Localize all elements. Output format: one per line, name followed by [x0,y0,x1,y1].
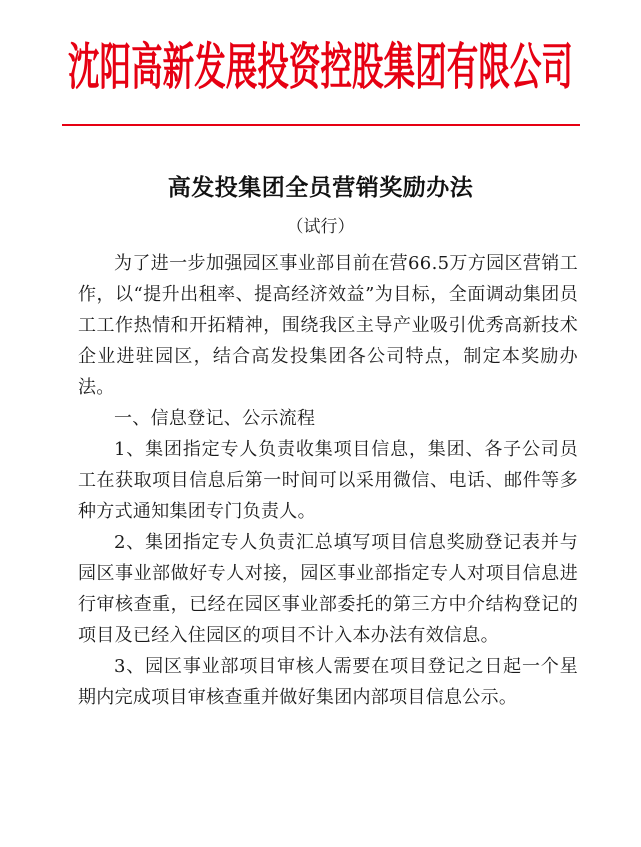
document-body [78,248,578,713]
paragraph-item-3: 3、园区事业部项目审核人需要在项目登记之日起一个星期内完成项目审核查重并做好集团内部项目信息公示。 [78,656,578,708]
paragraph-item-2: 2、集团指定专人负责汇总填写项目信息奖励登记表并与园区事业部做好专人对接，园区事业部指定专人对项目信息进行审核查重，已经在园区事业部委托的第三方中介结构登记的项目及已经入住园区的项目不计入本办法有效信息。 [78,532,578,646]
letterhead-divider [62,124,580,126]
paragraph-intro: 为了进一步加强园区事业部目前在营66.5万方园区营销工作，以“提升出租率、提高经济效益”为目标，全面调动集团员工工作热情和开拓精神，围绕我区主导产业吸引优秀高新技术企业进驻园区，结合高发投集团各公司特点，制定本奖励办法。 [78,253,578,398]
document-subtitle: （试行） [286,217,355,237]
document-title: 高发投集团全员营销奖励办法 [167,175,474,201]
section-heading-1: 一、信息登记、公示流程 [114,408,316,429]
letterhead [0,26,641,102]
letterhead-company-name: 沈阳高新发展投资控股集团有限公司 [68,38,573,96]
letterhead-company-name-svg [0,26,641,102]
paragraph-item-1: 1、集团指定专人负责收集项目信息，集团、各子公司员工在获取项目信息后第一时间可以采用微信、电话、邮件等多种方式通知集团专门负责人。 [78,439,578,522]
